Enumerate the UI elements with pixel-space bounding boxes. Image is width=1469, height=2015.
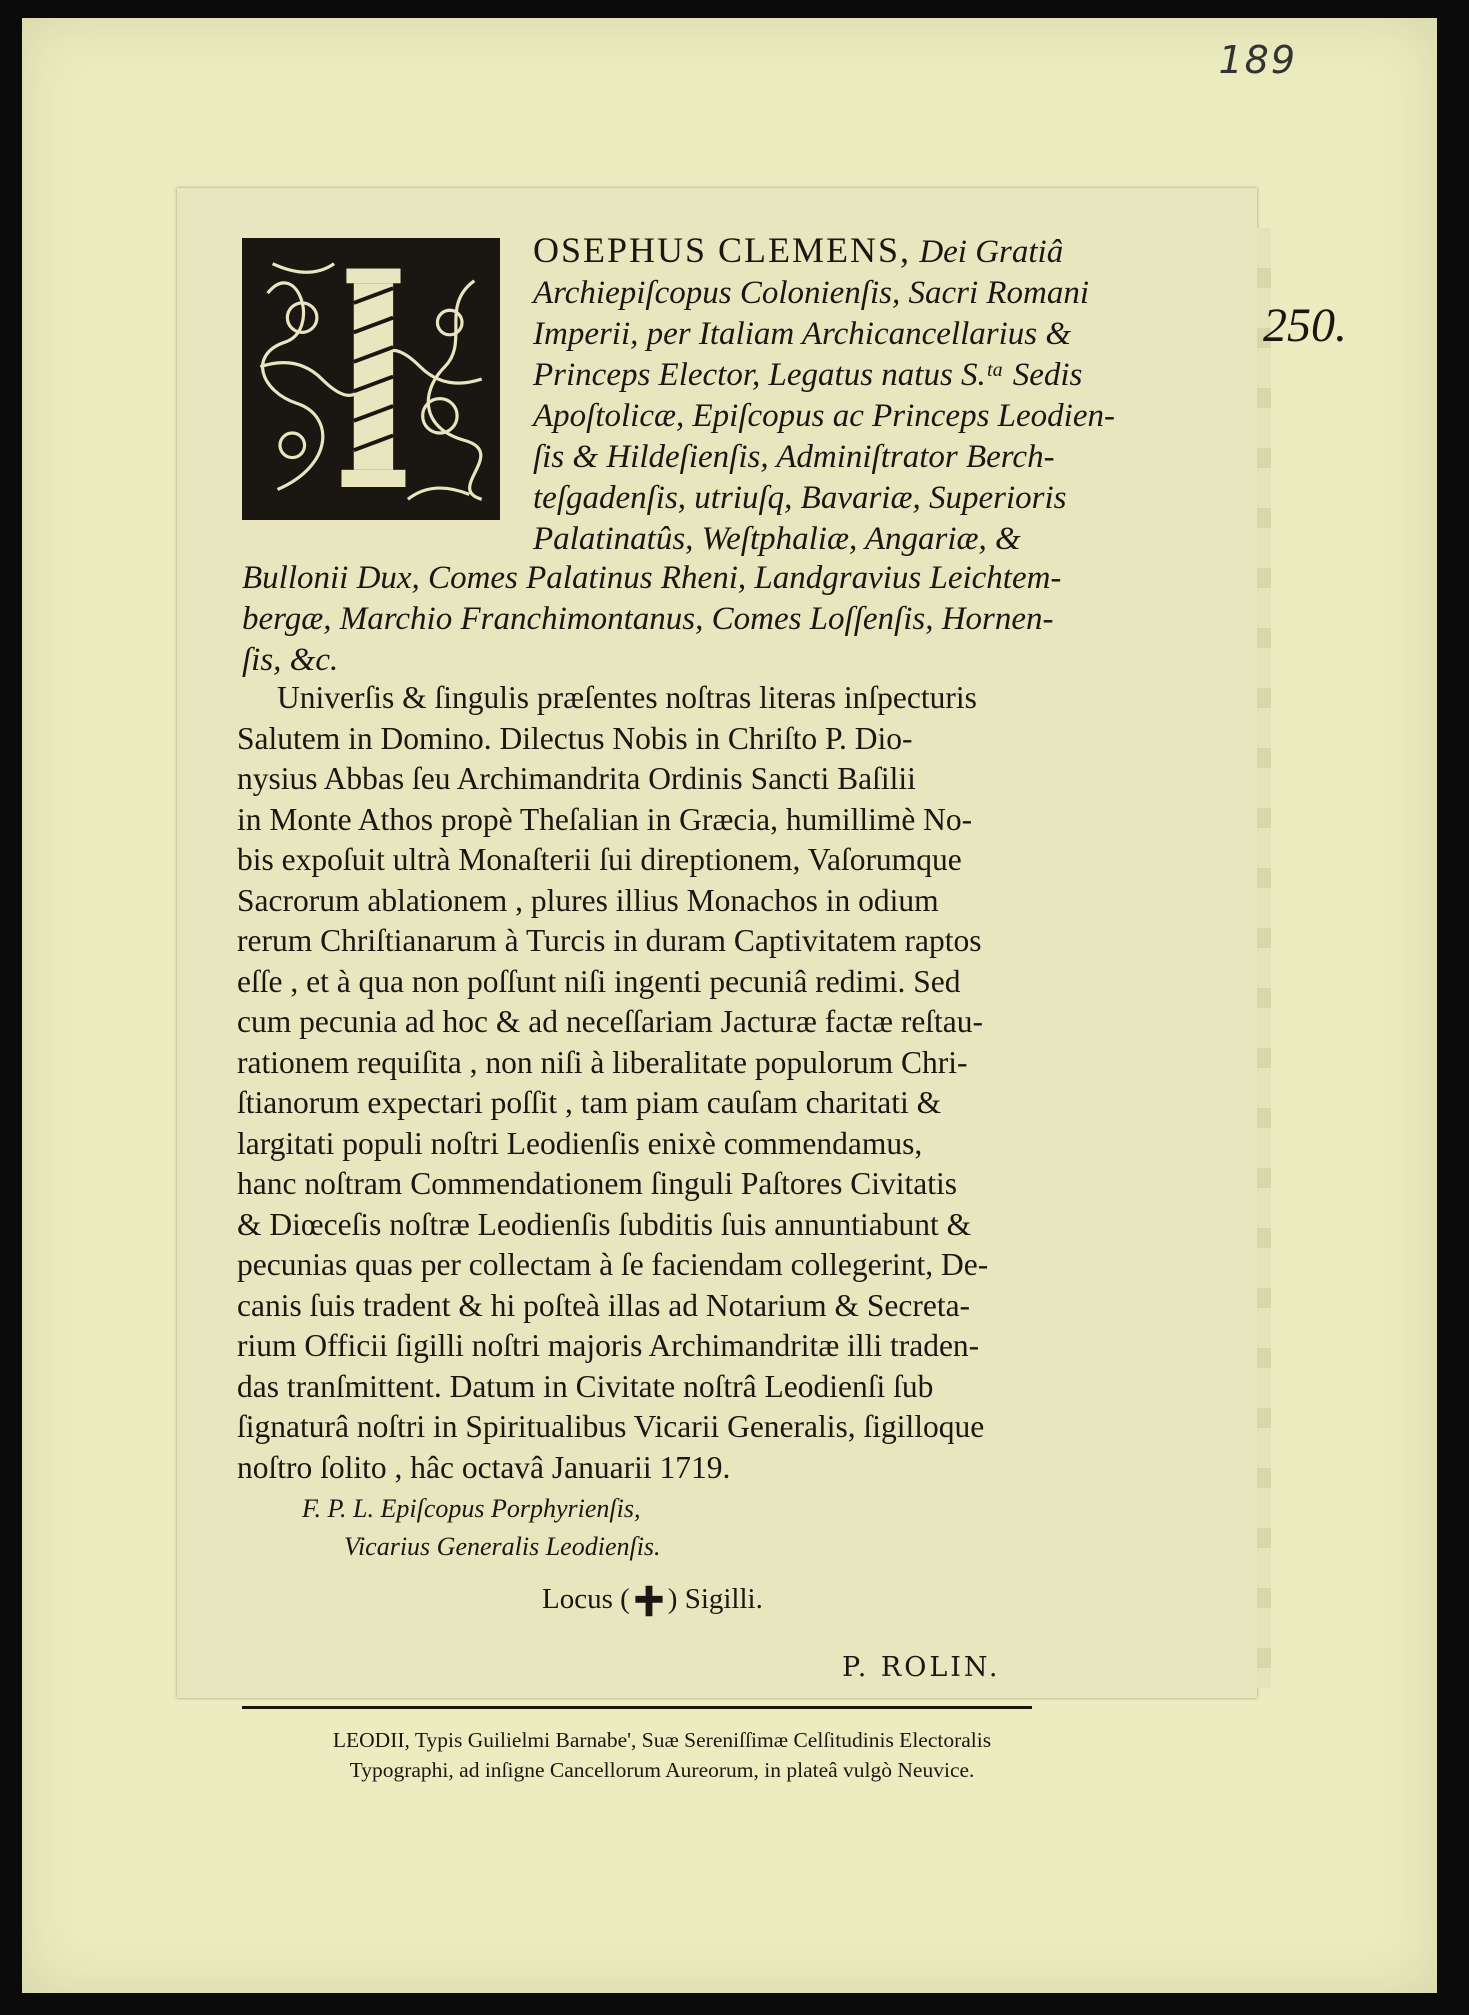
body-line: & Diœceſis noſtræ Leodienſis ſubditis ſuis annuntiabunt & [237,1206,972,1242]
signature-line-1: F. P. L. Epiſcopus Porphyrienſis, [302,1494,641,1523]
divider-rule [242,1706,1032,1709]
imprint-line-1: LEODII, Typis Guilielmi Barnabe', Suæ Sereniſſimæ Celſitudinis Electoralis [332,1728,992,1752]
title-cont-line: Bullonii Dux, Comes Palatinus Rheni, Landgravius Leichtem- [242,560,1062,596]
marginal-handwritten-number: 250. [1263,299,1347,352]
title-line-0-rest: Dei Gratiâ [919,234,1064,270]
body-line: Salutem in Domino. Dilectus Nobis in Chriſto P. Dio- [237,720,913,756]
title-line: Imperii, per Italiam Archicancellarius & [533,316,1072,352]
title-line: Princeps Elector, Legatus natus S.ᵗᵃ Sedis [533,357,1083,393]
signature-line-2: Vicarius Generalis Leodienſis. [344,1532,661,1561]
seal-place [542,1583,763,1618]
title-line: Palatinatûs, Weſtphaliæ, Angariæ, & [533,521,1021,557]
title-line: Apoſtolicæ, Epiſcopus ac Princeps Leodien- [533,398,1115,434]
title-line: ſis & Hildeſienſis, Adminiſtrator Berch- [533,439,1055,475]
body-line: noſtro ſolito , hâc octavâ Januarii 1719. [237,1449,731,1485]
printer-imprint [272,1725,1052,1785]
body-line: ſignaturâ noſtri in Spiritualibus Vicarii Generalis, ſigilloque [237,1409,985,1444]
body-line: eſſe , et à qua non poſſunt niſi ingenti pecuniâ redimi. Sed [237,963,961,999]
seal-label-before: Locus ( [542,1583,630,1615]
body-text [237,678,1233,1488]
folio-number: 189 [1218,38,1297,82]
torn-edge [1257,228,1271,1688]
body-line: cum pecunia ad hoc & ad neceſſariam Jacturæ factæ reſtau- [237,1004,984,1039]
cross-seal-icon [632,1584,666,1618]
title-line: Archiepiſcopus Colonienſis, Sacri Romani [533,275,1090,311]
body-line: nysius Abbas ſeu Archimandrita Ordinis Sancti Baſilii [237,761,916,796]
body-line: in Monte Athos propè Theſalian in Græcia, humillimè No- [237,801,973,837]
page-mount [22,18,1437,1993]
title-block [533,230,1233,560]
printed-sheet [177,188,1347,1782]
body-line: bis expoſuit ultrà Monaſterii ſui direptionem, Vaſorumque [237,842,962,877]
countersignature: P. ROLIN. [842,1652,1001,1683]
body-line: pecunias quas per collectam à ſe faciendam collegerint, De- [237,1247,989,1282]
decorated-initial-i [242,238,500,520]
body-line: das tranſmittent. Datum in Civitate noſtrâ Leodienſi ſub [237,1368,934,1404]
title-continuation [242,558,1232,681]
title-line-0 [533,230,1233,273]
name-caps: OSEPHUS CLEMENS, [533,230,912,270]
body-line: Univerſis & ſingulis præſentes noſtras literas inſpecturis [277,680,977,715]
body-line: rerum Chriſtianarum à Turcis in duram Captivitatem raptos [237,923,982,958]
body-line: largitati populi noſtri Leodienſis enixè commendamus, [237,1125,923,1161]
body-line: rationem requiſita , non niſi à liberalitate populorum Chri- [237,1044,968,1080]
title-cont-line: ſis, &c. [242,642,339,678]
imprint-line-2: Typographi, ad inſigne Cancellorum Aureorum, in plateâ vulgò Neuvice. [349,1758,975,1782]
title-cont-line: bergæ, Marchio Franchimontanus, Comes Loſſenſis, Hornen- [242,601,1054,637]
body-line: Sacrorum ablationem , plures illius Monachos in odium [237,882,939,918]
body-line: hanc noſtram Commendationem ſinguli Paſtores Civitatis [237,1166,958,1201]
body-line: rium Officii ſigilli noſtri majoris Archimandritæ illi traden- [237,1328,980,1363]
title-line: teſgadenſis, utriuſq, Bavariæ, Superioris [533,480,1067,516]
signature-block [302,1490,661,1566]
body-line: ſtianorum expectari poſſit , tam piam cauſam charitati & [237,1085,942,1120]
body-line: canis ſuis tradent & hi poſteà illas ad Notarium & Secreta- [237,1287,971,1323]
seal-label-after: ) Sigilli. [667,1583,763,1615]
